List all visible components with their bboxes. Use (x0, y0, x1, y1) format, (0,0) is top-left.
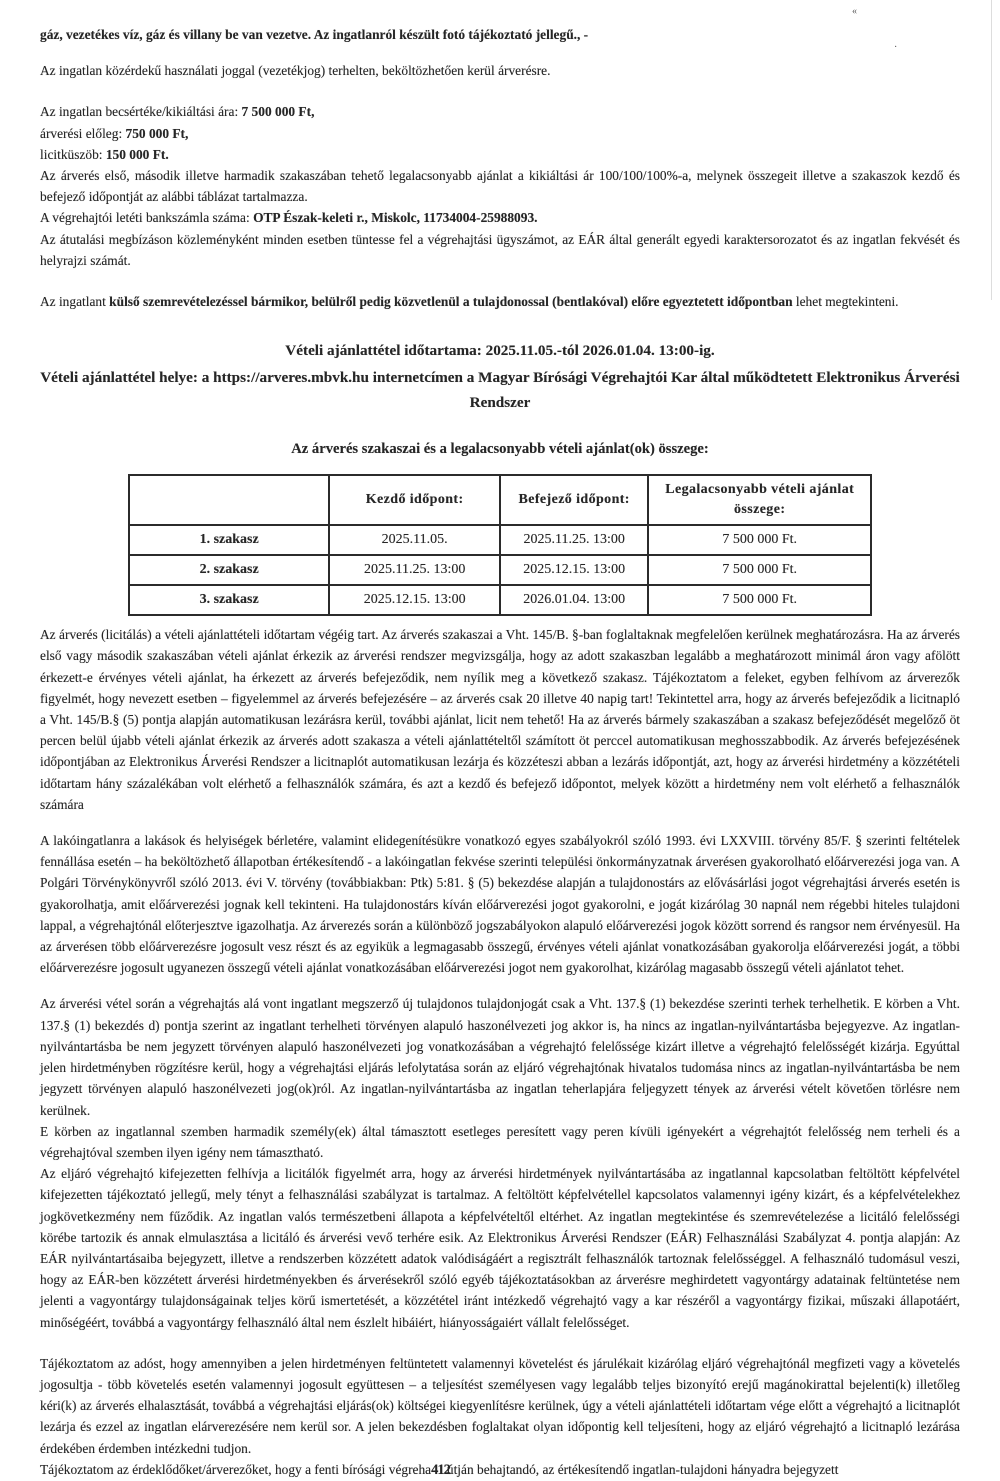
viewing-paragraph (40, 291, 960, 312)
table-row (129, 525, 871, 555)
offer-place-heading: Vételi ajánlattétel helye: a https://arveres.mbvk.hu internetcímen a Magyar Bírósági Végrehajtói Kar által működtetett Elektronikus Árverési Rendszer (40, 369, 960, 412)
min-offer-cell: 7 500 000 Ft. (648, 585, 871, 615)
table-row (129, 555, 871, 585)
header-cell-empty (129, 475, 329, 525)
end-time-cell: 2025.12.15. 13:00 (500, 555, 648, 585)
viewing-prefix: Az ingatlant (40, 294, 110, 310)
phase-name-cell: 3. szakasz (129, 585, 329, 615)
phase-name-cell: 1. szakasz (129, 525, 329, 555)
legal-paragraph-auction-process: Az árverés (licitálás) a vételi ajánlattételi időtartam végéig tart. Az árverés szakaszai a Vht. 145/B. §-ban foglaltaknak megfelelően kerülnek meghatározásra. Ha az árverés első vagy második szakaszában vételi ajánlat érkezik az árverési rendszer megvizsgálja, hogy az adott szakaszban legalább a meghatározott minimál áron vagy afölött érkezett-e érvényes vételi ajánlat, ha érkezett az árverés befejeződik, nem nyílik meg a következő szakasz. Tájékoztatom a feleket, egyben felhívom az árverezők figyelmét, hogy nevezett esetben – figyelemmel az árverés befejezésére – az árverés csak 20 illetve 40 napig tart! Tekintettel arra, hogy az árverés befejeződik a licitnapló a Vht. 145/B.§ (5) pontja alapján automatikusan lezárásra kerül, további ajánlat, licit nem tehető! Ha az árverés bármely szakaszában a szakasz befejeződését megelőző öt percen belül újabb vételi ajánlat érkezik az árverés adott szakasza a vételi ajánlattételtől számított öt perccel automatikusan meghosszabbodik. Az árverés befejezésének időpontjában az Elektronikus Árverési Rendszer a licitnaplót automatikusan lezárja és közzéteszi abban a lezárás időpontját, azt, hogy az árverési hirdetmény a közzétételi időtartam hány százalékában volt elérhető a felhasználók számára, és azt a kezdő és befejező időpontot, melyek között a hirdetmény nem volt elérhető a felhasználók számára (40, 627, 960, 812)
phases-table-header-row (129, 475, 871, 525)
bid-step-line (40, 144, 960, 165)
start-time-cell: 2025.11.05. (329, 525, 500, 555)
legal-paragraph-final-line (40, 1459, 960, 1481)
estimate-price-label: Az ingatlan becsértéke/kikiáltási ára: (40, 104, 242, 120)
bid-step-value: 150 000 Ft. (105, 146, 169, 162)
start-time-cell: 2025.12.15. 13:00 (329, 585, 500, 615)
estimate-price-value: 7 500 000 Ft, (241, 104, 315, 120)
phases-table-title: Az árverés szakaszai és a legalacsonyabb vételi ajánlat(ok) összege: (291, 441, 709, 458)
advance-price-value: 750 000 Ft, (125, 125, 189, 141)
end-time-cell: 2025.11.25. 13:00 (500, 525, 648, 555)
min-offer-cell: 7 500 000 Ft. (648, 555, 871, 585)
transfer-note-paragraph: Az átutalási megbízáson közleményként minden esetben tüntesse fel a végrehajtási ügyszámot, az EÁR által generált egyedi karaktersorozatot és az ingatlan fekvését és helyrajzi számát. (40, 231, 960, 268)
header-cell-end: Befejező időpont: (500, 475, 648, 525)
offer-period-heading: Vételi ajánlattétel időtartama: 2025.11.05.-tól 2026.01.04. 13:00-ig. (285, 342, 715, 360)
legal-paragraph-photo-disclaimer: Az eljáró végrehajtó kifejezetten felhívja a licitálók figyelmét arra, hogy az árverési hirdetmények nyilvántartásába az ingatlannal kapcsolatban feltöltött képfelvétel kifejezetten tájékoztató jellegű, mely tényt a felhasználási szabályzat is tartalmaz. A feltöltött képfelvétellel kapcsolatos valamennyi igény kizárt, és a képfelvételekhez jogkövetkezmény nem fűződik. Az ingatlan valós természetbeni állapota a képfelvételtől eltérhet. Az ingatlan megtekintése és szemrevételezése a licitáló felelősségi körébe tartozik és annak elmulasztása a licitáló és árverési vevő terhére esik. Az Elektronikus Árverési Rendszer (EÁR) Felhasználási Szabályzat 4. pontja alapján: Az EÁR nyilvántartásaiba bejegyzett, illetve a rendszerben közzétett adatok valódiságáért a regisztrált felhasználók tartoznak felelősséggel. A felhasználó tudomásul veszi, hogy az EÁR-ben közzétett árverési hirdetményekben és árverésekről szóló egyéb tájékoztatásokban az árverésre meghirdetett vagyontárgy adatainak feltüntetése nem jelenti a vagyontárgy tulajdonságainak teljes körű ismertetését, a közzététel iránt intézkedő végrehajtó vagy a kar részéről a vagyontárgy fizikai, műszaki állapotáért, minőségéért, továbbá a vagyontárgy felhasználó által nem észlelt hibáiért, hiányosságaiért vállalt felelősséget. (40, 1166, 960, 1330)
advance-price-line (40, 123, 960, 144)
bank-account-label: A végrehajtói letéti bankszámla száma: (40, 210, 254, 226)
estimate-price-line (40, 101, 960, 122)
phases-intro-paragraph: Az árverés első, második illetve harmadik szakaszában tehető legalacsonyabb ajánlat a kikiáltási ár 100/100/100%-a, melynek összegeit illetve a szakaszok kezdő és befejező időpontját az alábbi táblázat tartalmazza. (40, 168, 960, 205)
scan-speck: « (852, 6, 857, 17)
end-time-cell: 2026.01.04. 13:00 (500, 585, 648, 615)
scan-edge-artifact (991, 0, 992, 300)
bank-account-value: OTP Észak-keleti r., Miskolc, 11734004-25988093. (253, 210, 538, 226)
header-cell-start: Kezdő időpont: (329, 475, 500, 525)
bank-account-line (40, 207, 960, 228)
phases-table (128, 474, 872, 616)
legal-paragraph-third-party-claims: E körben az ingatlannal szemben harmadik személy(ek) által támasztott esetleges peresített vagy peren kívüli igényekért a végrehajtót felelősség nem terheli és a végrehajtóval szemben ilyen igény nem támasztható. (40, 1123, 960, 1160)
final-line-prefix: Tájékoztatom az érdeklődőket/árverezőket, hogy a fenti bírósági végreha (40, 1461, 432, 1477)
start-time-cell: 2025.11.25. 13:00 (329, 555, 500, 585)
legal-paragraph-debtor-notice: Tájékoztatom az adóst, hogy amennyiben a jelen hirdetményen feltüntetett valamennyi követelést és járulékait kizárólag eljáró végrehajtónál megfizeti vagy a követelés jogosultja - több követelés esetén valamennyi jogosult együttesen – a teljesítést személyesen vagy legalább teljes bizonyító erejű magánokirattal bejelenti(k) illetőleg kéri(k) az árverés elhalasztását, továbbá a végrehajtási eljárás(ok) költségei kiegyenlítésre kerülnek, úgy a vételi ajánlattételi időtartam vége előtt a végrehajtó a licitnaplót lezárja és ezzel az ingatlan elárverezésére nem kerül sor. A jelen bekezdésben foglaltakat olyan időpontig kell teljesíteni, hogy az eljáró végrehajtó a licitnapló lezárása érdekében érdemben intézkedni tudjon. (40, 1355, 960, 1456)
advance-price-label: árverési előleg: (40, 125, 126, 141)
min-offer-cell: 7 500 000 Ft. (648, 525, 871, 555)
header-cell-min-offer: Legalacsonyabb vételi ajánlat összege: (648, 475, 871, 525)
table-row (129, 585, 871, 615)
final-line-suffix: útján behajtandó, az értékesítendő ingatlan-tulajdoni hányadra bejegyzett (446, 1461, 839, 1477)
bid-step-label: licitküszöb: (40, 146, 106, 162)
legal-paragraph-encumbrances: Az árverési vétel során a végrehajtás alá vont ingatlant megszerző új tulajdonos tulajdonjogát csak a Vht. 137.§ (1) bekezdése szerinti terhek terhelhetik. E körben a Vht. 137.§ (1) bekezdés d) pontja szerint az ingatlant terhelheti törvényen alapuló haszonélvezeti jog akkor is, ha nincs az ingatlan-nyilvántartásba bejegyezve. Az ingatlan-nyilvántartásba be nem jegyzett törvényen alapuló haszonélvezeti jog vonatkozásában a végrehajtó felelőssége kizárt illetve a végrehajtó felelősségét kizárja. Egyúttal jelen hirdetményben rögzítésre kerül, hogy a végrehajtási eljárás lefolytatása során az eljáró végrehajtónak hivatalos tudomása nincs az ingatlan-nyilvántartásba be nem jegyzett törvényen alapuló haszonélvezeti jog(ok)ról. Az ingatlan-nyilvántartásba az ingatlan teherlapjára feljegyzett tények az árverési vételt követően törlésre nem kerülnek. (40, 996, 960, 1118)
phase-name-cell: 2. szakasz (129, 555, 329, 585)
page-number-stamp: 412 (431, 1461, 450, 1478)
intro-line: gáz, vezetékes víz, gáz és villany be van vezetve. Az ingatlanról készült fotó tájékoztató jellegű., - (40, 27, 589, 42)
document-page (40, 24, 960, 1481)
legal-paragraph-preemption-rights: A lakóingatlanra a lakások és helyiségek bérletére, valamint elidegenítésükre vonatkozó egyes szabályokról szóló 1993. évi LXXVIII. törvény 85/F. § szerinti feltételek fennállása esetén – ha beköltözhető állapotban értékesítendő - a lakóingatlan fekvése szerinti települési önkormányzatnak árverésen gyakorolható előárverezési joga van. A Polgári Törvénykönyvről szóló 2013. évi V. törvény (továbbiakban: Ptk) 5:81. § (5) bekezdése alapján a tulajdonostárs az elővásárlási jogot végrehajtási árverés esetén is gyakorolhatja, amit előárverezési jognak kell tekinteni. Ha tulajdonostárs kíván előárverezési jogot gyakorolni, e jogát kizárólag 30 napnál nem régebbi hiteles tulajdoni lappal, a végrehajtónál előterjesztve igazolhatja. Az árverezés során a különböző jogszabályokon alapuló előárverezési jogok között sorrend és rangsor nem érvényesül. Ha az árverésen több előárverezésre jogosult vesz részt és az egyikük a legmagasabb összegű, érvényes vételi ajánlat vonatkozásában gyakorolja előárverezési jogát, a többi előárverezésre jogosult ugyanezen összegű vételi ajánlat vonatkozásában előárverezési jogot nem gyakorolhat, kizárólag magasabb összegű vételi ajánlatot tehet. (40, 833, 960, 976)
scan-speck: · (894, 42, 898, 53)
viewing-bold: külső szemrevételezéssel bármikor, belülről pedig közvetlenül a tulajdonossal (bentlakóval) előre egyeztetett időpontban (109, 294, 793, 310)
viewing-suffix: lehet megtekinteni. (792, 294, 899, 310)
encumbrance-line: Az ingatlan közérdekű használati joggal (vezetékjog) terhelten, beköltözhetően kerül árverésre. (40, 63, 551, 79)
